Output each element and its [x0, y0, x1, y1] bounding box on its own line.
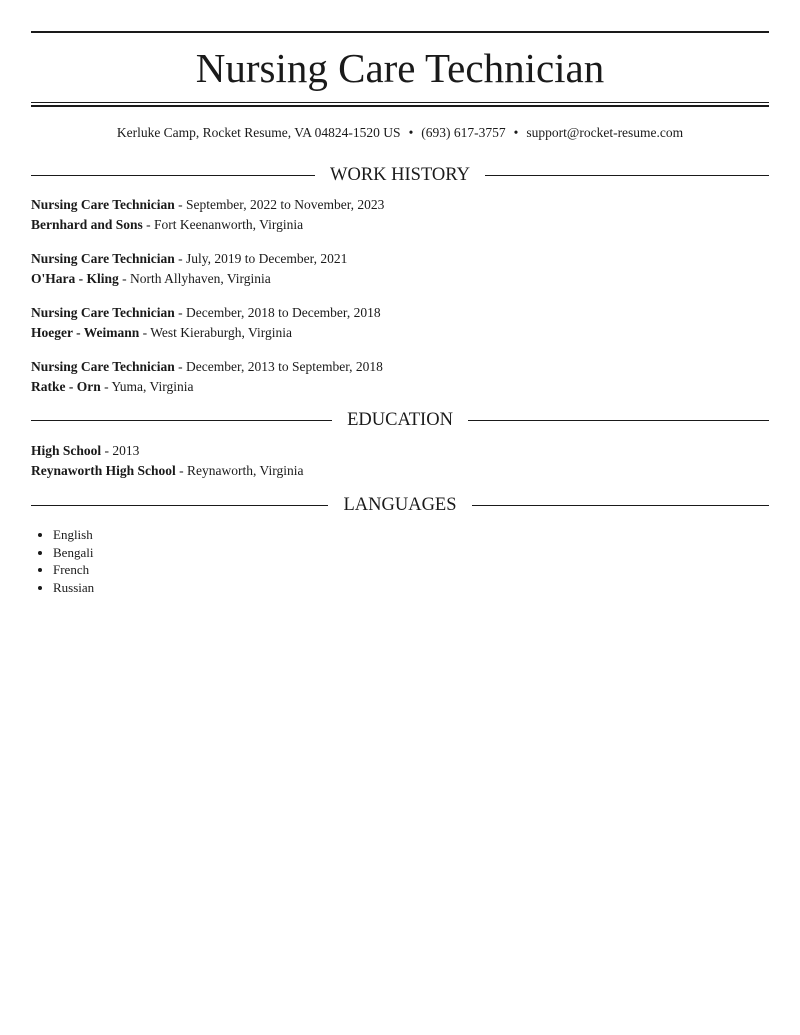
dash: - — [175, 463, 188, 478]
company: Ratke - Orn — [31, 379, 101, 394]
contact-phone: (693) 617-3757 — [421, 125, 506, 140]
dash: - — [174, 197, 187, 212]
section-education — [31, 408, 769, 432]
job-dates: July, 2019 to December, 2021 — [186, 251, 348, 266]
section-heading: WORK HISTORY — [330, 165, 470, 185]
dash: - — [142, 217, 155, 232]
top-rule — [31, 31, 769, 33]
job-entry — [31, 303, 769, 343]
dash: - — [118, 271, 130, 286]
resume-title: Nursing Care Technician — [195, 45, 605, 91]
company: Hoeger - Weimann — [31, 325, 140, 340]
divider — [31, 175, 315, 176]
job-entry — [31, 195, 769, 235]
dash: - — [101, 443, 113, 458]
year: 2013 — [112, 443, 140, 458]
separator: • — [513, 125, 519, 140]
list-item: • Russian — [53, 579, 94, 597]
job-dates: December, 2018 to December, 2018 — [186, 305, 381, 320]
divider — [31, 420, 332, 421]
section-work-history — [31, 163, 769, 187]
job-entry — [31, 249, 769, 289]
degree: High School — [31, 443, 102, 458]
section-heading: LANGUAGES — [343, 495, 457, 515]
job-entry — [31, 357, 769, 397]
list-item: • English — [53, 526, 94, 544]
location: North Allyhaven, Virginia — [130, 271, 271, 286]
dash: - — [174, 359, 187, 374]
job-title: Nursing Care Technician — [31, 251, 175, 266]
double-rule-thick — [31, 105, 769, 107]
location: West Kieraburgh, Virginia — [150, 325, 292, 340]
double-rule-thin — [31, 102, 769, 103]
company: Bernhard and Sons — [31, 217, 143, 232]
dash: - — [174, 305, 187, 320]
dash: - — [139, 325, 151, 340]
divider — [472, 505, 769, 506]
job-title: Nursing Care Technician — [31, 359, 175, 374]
job-dates: September, 2022 to November, 2023 — [186, 197, 385, 212]
location: Fort Keenanworth, Virginia — [154, 217, 304, 232]
dash: - — [100, 379, 112, 394]
divider — [485, 175, 769, 176]
section-heading: EDUCATION — [347, 410, 453, 430]
divider — [468, 420, 769, 421]
divider — [31, 505, 328, 506]
separator: • — [408, 125, 414, 140]
location: Yuma, Virginia — [111, 379, 194, 394]
languages-list — [31, 526, 94, 596]
location: Reynaworth, Virginia — [187, 463, 304, 478]
job-title: Nursing Care Technician — [31, 305, 175, 320]
dash: - — [174, 251, 187, 266]
list-item: • French — [53, 561, 94, 579]
job-title: Nursing Care Technician — [31, 197, 175, 212]
list-item: • Bengali — [53, 544, 94, 562]
contact-line — [31, 124, 769, 142]
contact-address: Kerluke Camp, Rocket Resume, VA 04824-1520 US — [116, 125, 401, 140]
education-entry — [31, 441, 769, 481]
job-dates: December, 2013 to September, 2018 — [186, 359, 383, 374]
section-languages — [31, 493, 769, 517]
company: O'Hara - Kling — [31, 271, 119, 286]
contact-email: support@rocket-resume.com — [526, 125, 684, 140]
school: Reynaworth High School — [31, 463, 176, 478]
